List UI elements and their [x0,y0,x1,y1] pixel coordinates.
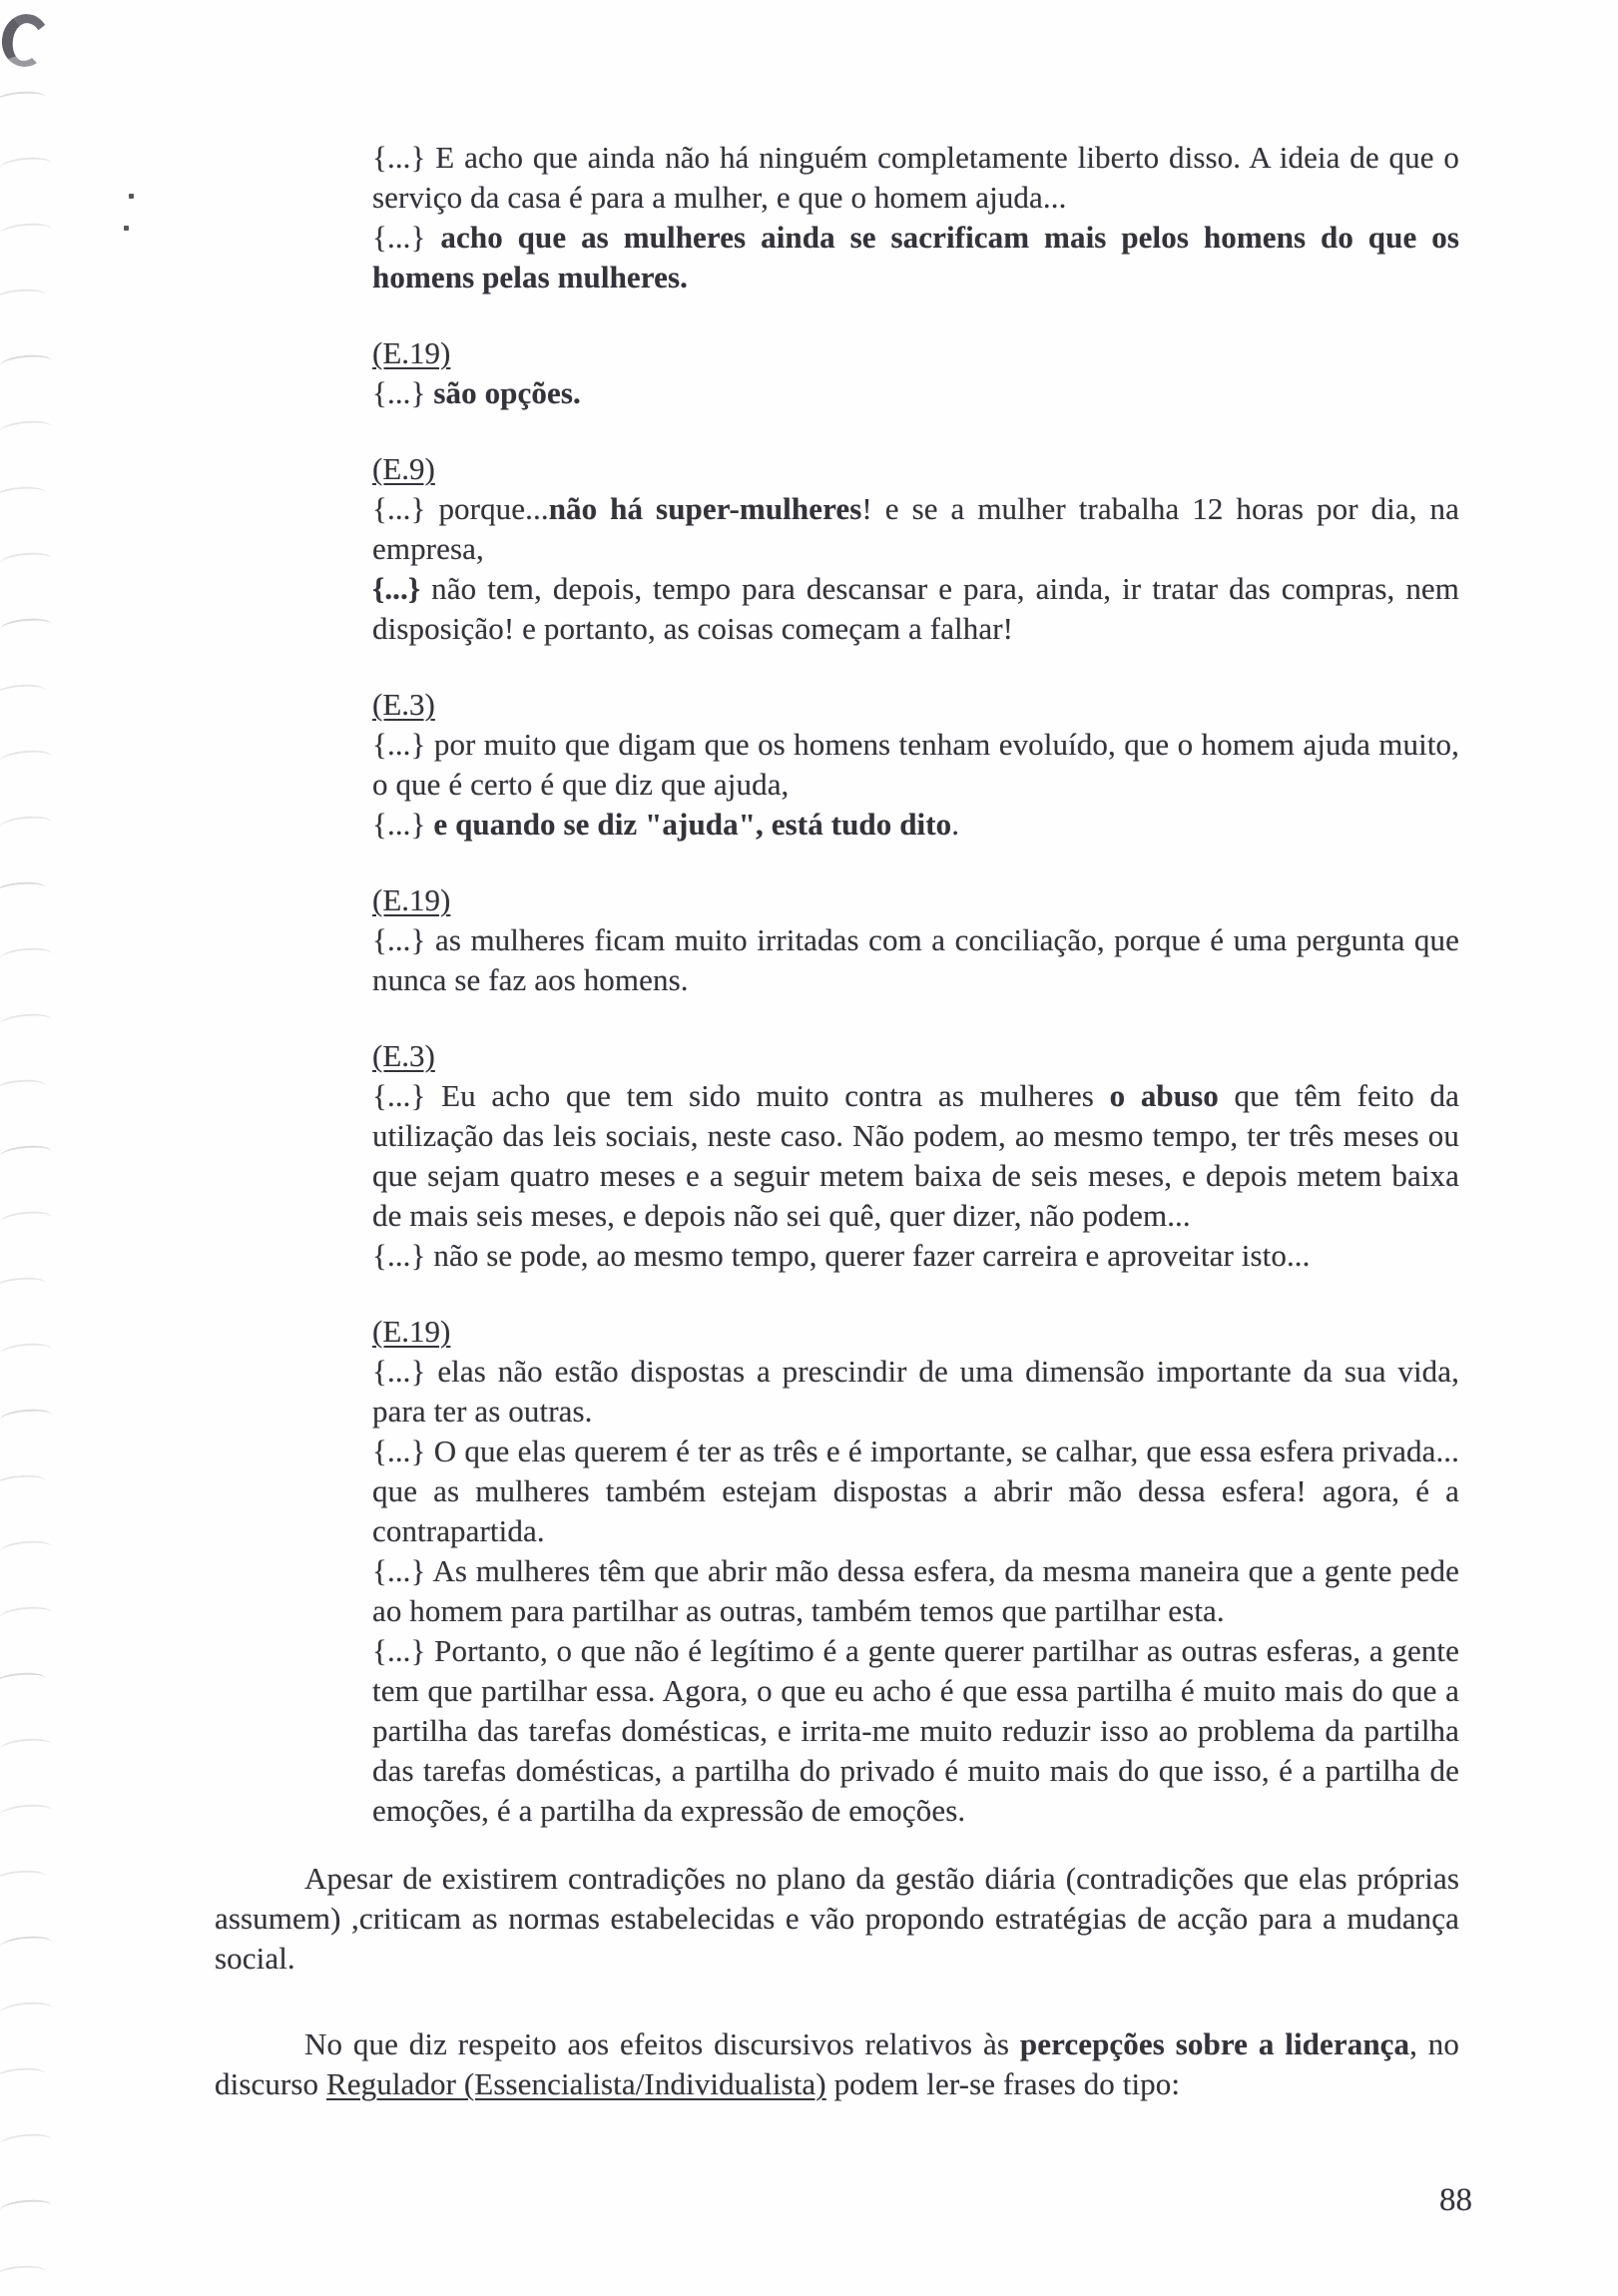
document-body [215,138,1459,2104]
quote-label: (E.3) [372,687,435,722]
text-segment: são opções. [433,375,581,410]
scan-artifact-binding-arc [0,2132,53,2152]
text-segment: {...} O que elas querem é ter as três e é importante, se calhar, que essa esfera privada... que as mulheres também estejam dispostas a abrir mão dessa esfera! agora, é a contrapartida. [372,1434,1459,1548]
text-segment: {...} as mulheres ficam muito irritadas com a conciliação, porque é uma pergunta que nunca se faz aos homens. [372,922,1459,997]
scan-artifact-binding-arc [0,485,47,505]
scan-artifact-binding-arc [0,1473,47,1493]
quote-paragraph [372,373,1459,413]
text-segment: Regulador (Essencialista/Individualista) [325,2066,826,2101]
scan-artifact-binding-arc [0,1605,53,1625]
text-segment: ! e se a mulher trabalha 12 horas por dia, na empresa, [372,491,1459,566]
quote-paragraph [372,725,1459,805]
quote-section [372,138,1459,297]
text-segment: . [951,807,960,842]
scan-artifact-binding-arc [0,1869,47,1889]
scan-artifact-binding-arc [0,156,53,176]
scan-artifact-binding-arc [0,1737,53,1757]
scan-artifact-binding-arc [0,1671,47,1691]
quote-paragraph [372,138,1459,218]
text-segment: que têm feito da utilização das leis sociais, neste caso. Não podem, ao mesmo tempo, ter três meses ou que sejam quatro meses e a seguir metem baixa de seis meses, e depois metem baixa de mais seis meses, e depois não sei quê, quer dizer, não podem... [372,1078,1459,1233]
text-segment: {...} por muito que digam que os homens tenham evoluído, que o homem ajuda muito, o que é certo é que diz que ajuda, [372,727,1459,802]
scan-artifact-binding-arc [0,90,47,110]
scan-artifact-corner-curl [0,10,53,70]
scan-artifact-binding-arc [0,880,47,900]
quote-label: (E.9) [372,451,435,486]
scan-artifact-binding-arc [0,2198,53,2218]
quote-paragraph [372,569,1459,649]
quote-section [372,880,1459,1000]
text-segment: percepções sobre a liderança [1019,2026,1410,2061]
quote-section [372,685,1459,845]
scan-artifact-binding-arc [0,617,53,637]
quote-paragraph [372,1236,1459,1276]
text-segment: {...} [372,375,434,410]
scan-artifact-binding-arc [0,1935,53,1955]
scan-artifact-binding-arc [0,683,47,703]
scan-artifact-binding-arc [0,1803,53,1823]
scan-artifact-binding-arc [0,2066,47,2086]
scan-artifact-binding-arc [0,2001,53,2020]
scan-artifact-binding-arc [0,222,53,242]
quote-label: (E.19) [372,1314,451,1349]
page-number: 88 [1439,2182,1472,2218]
text-segment: , no discurso [215,2026,1460,2101]
scan-artifact-binding-arc [0,946,53,966]
quote-label: (E.19) [372,882,451,917]
scan-artifact-binding-arc [0,1144,53,1164]
text-segment: {...} elas não estão dispostas a prescindir de uma dimensão importante da sua vida, para ter as outras. [372,1354,1459,1429]
text-segment: {...} [372,220,441,255]
text-segment: e quando se diz "ajuda", está tudo dito [433,807,952,842]
text-segment: {...} E acho que ainda não há ninguém completamente liberto disso. A ideia de que o serviço da casa é para a mulher, e que o homem ajuda... [372,140,1459,215]
text-segment: Apesar de existirem contradições no plano da gestão diária (contradições que elas próprias assumem) ,criticam as normas estabelecidas e vão propondo estratégias de acção para a mudança social. [215,1861,1459,1976]
text-segment: não há super-mulheres [548,491,862,526]
scan-artifact-binding-arc [0,419,53,439]
scan-artifact-binding-arc [0,1342,53,1362]
text-segment: {...} As mulheres têm que abrir mão dessa esfera, da mesma maneira que a gente pede ao homem para partilhar as outras, também temos que partilhar esta. [372,1553,1459,1628]
scan-artifact-binding-arc [0,287,47,307]
text-segment: podem ler-se frases do tipo: [825,2066,1181,2101]
quote-paragraph [372,920,1459,1000]
text-segment: {...} [372,807,434,842]
quote-paragraph [372,1551,1459,1631]
scan-artifact-binding-arc [0,1408,53,1428]
scan-artifact-binding-arc [0,1539,53,1559]
quote-section [372,1036,1459,1276]
scan-artifact-binding-arc [0,1078,47,1098]
quote-paragraph [372,1076,1459,1236]
text-segment: {...} Portanto, o que não é legítimo é a gente querer partilhar as outras esferas, a gente tem que partilhar essa. Agora, o que eu acho é que essa partilha é muito mais do que a partilha das tarefas domésticas, e irrita-me muito reduzir isso ao problema da partilha das tarefas domésticas, a partilha do privado é muito mais do que isso, é a partilha de emoções, é a partilha da expressão de emoções. [372,1633,1459,1828]
text-segment: {...} [372,571,421,606]
body-paragraph [215,2024,1459,2104]
scan-artifact-binding-arc [0,1276,47,1296]
scan-artifact-binding-arc [0,749,53,769]
text-segment: {...} Eu acho que tem sido muito contra as mulheres [372,1078,1110,1113]
text-segment: acho que as mulheres ainda se sacrificam mais pelos homens do que os homens pelas mulheres. [372,220,1459,294]
body-paragraph [215,1859,1459,1979]
quote-paragraph [372,489,1459,569]
scan-artifact-binding-arc [0,1210,53,1230]
text-segment: No que diz respeito aos efeitos discursivos relativos às [304,2026,1020,2061]
text-segment: {...} não se pode, ao mesmo tempo, querer fazer carreira e aproveitar isto... [372,1238,1311,1273]
body-section [215,1859,1459,1979]
scan-artifact-binding-arc [0,2264,47,2284]
text-segment: o abuso [1109,1078,1219,1113]
quote-label: (E.3) [372,1038,435,1073]
quote-paragraph [372,1432,1459,1551]
scan-speck [124,226,129,231]
text-segment: não tem, depois, tempo para descansar e para, ainda, ir tratar das compras, nem disposição! e portanto, as coisas começam a falhar! [372,571,1459,646]
quote-section [372,449,1459,649]
scan-speck [129,194,134,199]
quote-section [372,333,1459,413]
quote-paragraph [372,1631,1459,1831]
body-section [215,2024,1459,2104]
quote-label: (E.19) [372,335,451,370]
quote-section [372,1312,1459,1831]
text-segment: {...} porque... [372,491,549,526]
scan-artifact-binding-arc [0,353,53,373]
scan-artifact-binding-arc [0,551,53,571]
quote-paragraph [372,218,1459,297]
quote-paragraph [372,1352,1459,1432]
quote-paragraph [372,805,1459,845]
scan-artifact-binding-arc [0,815,53,835]
scan-artifact-binding-arc [0,1012,53,1032]
